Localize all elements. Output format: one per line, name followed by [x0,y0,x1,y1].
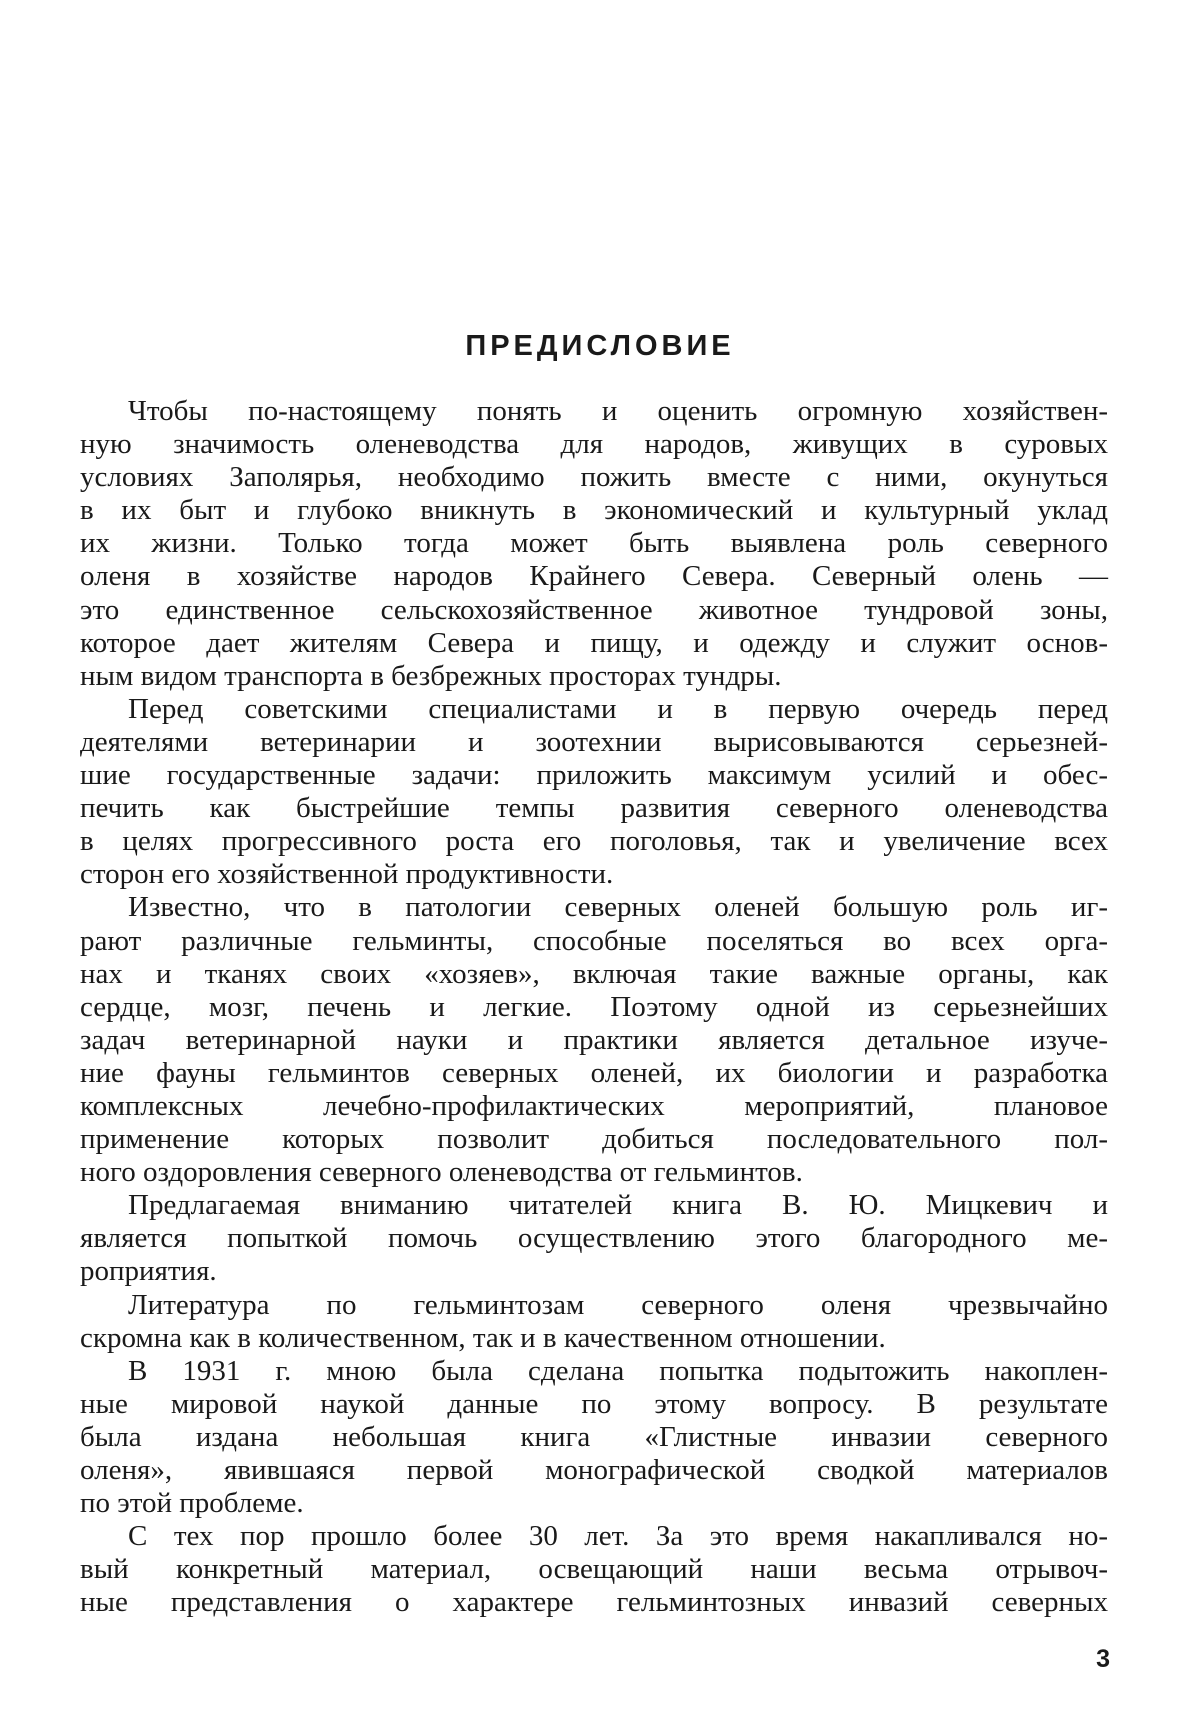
text-line: Литература по гельминтозам северного оленя чрезвычайно [128,1288,1108,1321]
text-line: Известно, что в патологии северных оленей большую роль иг- [128,891,1108,924]
page-title: ПРЕДИСЛОВИЕ [465,330,735,362]
text-line: скромна как в количественном, так и в качественном отношении. [80,1321,886,1354]
text-line: ным видом транспорта в безбрежных просторах тундры. [80,659,782,692]
text-line: ную значимость оленеводства для народов, живущих в суровых [80,428,1108,461]
text-line: роприятия. [80,1255,217,1288]
text-line: задач ветеринарной науки и практики является детальное изуче- [80,1023,1108,1056]
text-line: по этой проблеме. [80,1487,304,1520]
text-line: оленя», явившаяся первой монографической сводкой материалов [80,1454,1108,1486]
text-line: условиях Заполярья, необходимо пожить вместе с ними, окунуться [80,461,1108,494]
text-line: ние фауны гельминтов северных оленей, их биологии и разработка [80,1056,1108,1089]
text-line: оленя в хозяйстве народов Крайнего Севера. Северный олень — [80,560,1108,593]
text-line: нах и тканях своих «хозяев», включая такие важные органы, как [80,957,1108,990]
text-line: Чтобы по-настоящему понять и оценить огромную хозяйствен- [128,395,1108,427]
text-line: ного оздоровления северного оленеводства от гельминтов. [80,1156,803,1189]
text-line: в их быт и глубоко вникнуть в экономический и культурный уклад [80,494,1108,527]
page-number: 3 [1096,1645,1110,1673]
text-line: их жизни. Только тогда может быть выявлена роль северного [80,527,1108,560]
text-line: Перед советскими специалистами и в первую очередь перед [128,692,1108,725]
text-line: сердце, мозг, печень и легкие. Поэтому одной из серьезнейших [80,990,1108,1023]
text-line: комплексных лечебно-профилактических мероприятий, плановое [80,1089,1108,1122]
text-line: была издана небольшая книга «Глистные инвазии северного [80,1420,1108,1453]
text-line: шие государственные задачи: приложить максимум усилий и обес- [80,759,1108,792]
text-line: это единственное сельскохозяйственное животное тундровой зоны, [80,593,1108,626]
text-line: деятелями ветеринарии и зоотехнии вырисовываются серьезней- [80,725,1108,758]
text-line: применение которых позволит добиться последовательного пол- [80,1123,1108,1156]
text-line: печить как быстрейшие темпы развития северного оленеводства [80,792,1108,825]
text-line: является попыткой помочь осуществлению этого благородного ме- [80,1222,1108,1255]
text-line: В 1931 г. мною была сделана попытка подытожить накоплен- [128,1354,1108,1387]
text-line: Предлагаемая вниманию читателей книга В. Ю. Мицкевич и [128,1189,1108,1222]
text-line: ные мировой наукой данные по этому вопросу. В результате [80,1387,1108,1420]
text-line: ные представления о характере гельминтозных инвазий северных [80,1586,1108,1619]
text-line: рают различные гельминты, способные поселяться во всех орга- [80,924,1108,957]
text-line: С тех пор прошло более 30 лет. За это время накапливался но- [128,1520,1108,1553]
text-line: в целях прогрессивного роста его поголовья, так и увеличение всех [80,825,1108,858]
text-line: сторон его хозяйственной продуктивности. [80,858,614,891]
text-line: которое дает жителям Севера и пищу, и одежду и служит основ- [80,626,1108,659]
body-text [80,395,1108,1619]
text-line: вый конкретный материал, освещающий наши весьма отрывоч- [80,1553,1108,1586]
